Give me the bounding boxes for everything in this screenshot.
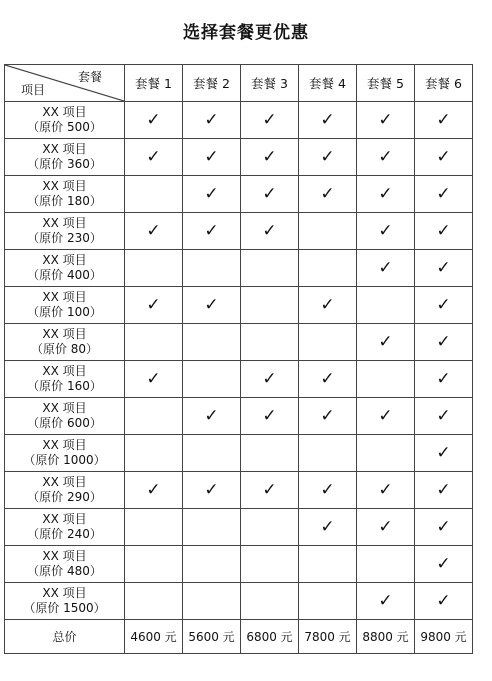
inclusion-cell xyxy=(357,546,415,583)
item-original-price: （原价 360） xyxy=(27,157,102,171)
checkmark-icon: ✓ xyxy=(436,479,451,500)
checkmark-icon: ✓ xyxy=(436,183,451,204)
inclusion-cell xyxy=(241,472,299,509)
table-row xyxy=(5,472,473,509)
item-original-price: （原价 400） xyxy=(27,268,102,282)
inclusion-cell xyxy=(357,139,415,176)
inclusion-cell xyxy=(241,398,299,435)
item-name: XX 项目 xyxy=(42,586,87,600)
item-rows xyxy=(5,102,473,620)
inclusion-cell xyxy=(415,324,473,361)
table-row xyxy=(5,324,473,361)
inclusion-cell xyxy=(183,361,241,398)
inclusion-cell xyxy=(241,287,299,324)
inclusion-cell xyxy=(125,287,183,324)
item-name: XX 项目 xyxy=(42,179,87,193)
item-label-cell xyxy=(5,472,125,509)
table-row xyxy=(5,398,473,435)
checkmark-icon: ✓ xyxy=(436,442,451,463)
item-original-price: （原价 100） xyxy=(27,305,102,319)
checkmark-icon: ✓ xyxy=(436,331,451,352)
checkmark-icon: ✓ xyxy=(436,257,451,278)
item-label-cell xyxy=(5,546,125,583)
inclusion-cell xyxy=(183,287,241,324)
inclusion-cell xyxy=(357,361,415,398)
total-price: 8800 元 xyxy=(357,620,415,654)
checkmark-icon: ✓ xyxy=(204,183,219,204)
checkmark-icon: ✓ xyxy=(146,146,161,167)
inclusion-cell xyxy=(357,176,415,213)
inclusion-cell xyxy=(241,583,299,620)
package-header: 套餐 1 xyxy=(125,65,183,102)
checkmark-icon: ✓ xyxy=(378,146,393,167)
item-label-cell xyxy=(5,324,125,361)
inclusion-cell xyxy=(183,398,241,435)
checkmark-icon: ✓ xyxy=(320,146,335,167)
checkmark-icon: ✓ xyxy=(146,368,161,389)
inclusion-cell xyxy=(299,435,357,472)
page-title: 选择套餐更优惠 xyxy=(183,23,309,43)
inclusion-cell xyxy=(183,509,241,546)
item-original-price: （原价 240） xyxy=(27,527,102,541)
checkmark-icon: ✓ xyxy=(204,294,219,315)
corner-label-package: 套餐 xyxy=(77,70,102,84)
inclusion-cell xyxy=(125,398,183,435)
inclusion-cell xyxy=(357,287,415,324)
inclusion-cell xyxy=(415,398,473,435)
item-label-cell xyxy=(5,139,125,176)
inclusion-cell xyxy=(183,250,241,287)
checkmark-icon: ✓ xyxy=(378,257,393,278)
checkmark-icon: ✓ xyxy=(378,220,393,241)
inclusion-cell xyxy=(357,583,415,620)
package-header: 套餐 6 xyxy=(415,65,473,102)
checkmark-icon: ✓ xyxy=(378,405,393,426)
item-name: XX 项目 xyxy=(42,142,87,156)
checkmark-icon: ✓ xyxy=(436,553,451,574)
item-name: XX 项目 xyxy=(42,105,87,119)
checkmark-icon: ✓ xyxy=(262,146,277,167)
item-name: XX 项目 xyxy=(42,438,87,452)
checkmark-icon: ✓ xyxy=(378,479,393,500)
inclusion-cell xyxy=(357,102,415,139)
inclusion-cell xyxy=(125,435,183,472)
inclusion-cell xyxy=(241,324,299,361)
inclusion-cell xyxy=(415,287,473,324)
inclusion-cell xyxy=(183,546,241,583)
header-row xyxy=(5,65,473,102)
table-row xyxy=(5,213,473,250)
checkmark-icon: ✓ xyxy=(204,146,219,167)
item-original-price: （原价 1000） xyxy=(23,453,106,467)
checkmark-icon: ✓ xyxy=(262,479,277,500)
checkmark-icon: ✓ xyxy=(262,109,277,130)
inclusion-cell xyxy=(415,250,473,287)
inclusion-cell xyxy=(299,139,357,176)
inclusion-cell xyxy=(299,546,357,583)
inclusion-cell xyxy=(357,435,415,472)
corner-header-cell xyxy=(5,65,125,102)
item-label-cell xyxy=(5,398,125,435)
item-label-cell xyxy=(5,361,125,398)
checkmark-icon: ✓ xyxy=(378,590,393,611)
inclusion-cell xyxy=(183,435,241,472)
checkmark-icon: ✓ xyxy=(146,220,161,241)
inclusion-cell xyxy=(241,361,299,398)
inclusion-cell xyxy=(299,176,357,213)
checkmark-icon: ✓ xyxy=(436,146,451,167)
inclusion-cell xyxy=(415,509,473,546)
inclusion-cell xyxy=(415,139,473,176)
table-row xyxy=(5,435,473,472)
table-row xyxy=(5,250,473,287)
checkmark-icon: ✓ xyxy=(436,590,451,611)
checkmark-icon: ✓ xyxy=(146,109,161,130)
item-label-cell xyxy=(5,176,125,213)
checkmark-icon: ✓ xyxy=(320,405,335,426)
inclusion-cell xyxy=(125,139,183,176)
inclusion-cell xyxy=(415,361,473,398)
checkmark-icon: ✓ xyxy=(204,220,219,241)
item-name: XX 项目 xyxy=(42,401,87,415)
item-name: XX 项目 xyxy=(42,216,87,230)
item-label-cell xyxy=(5,102,125,139)
inclusion-cell xyxy=(299,324,357,361)
table-row xyxy=(5,546,473,583)
checkmark-icon: ✓ xyxy=(320,479,335,500)
inclusion-cell xyxy=(125,250,183,287)
total-price: 9800 元 xyxy=(415,620,473,654)
checkmark-icon: ✓ xyxy=(320,109,335,130)
total-price: 4600 元 xyxy=(125,620,183,654)
total-price: 7800 元 xyxy=(299,620,357,654)
item-label-cell xyxy=(5,509,125,546)
checkmark-icon: ✓ xyxy=(320,294,335,315)
package-header: 套餐 2 xyxy=(183,65,241,102)
item-original-price: （原价 80） xyxy=(30,342,99,356)
inclusion-cell xyxy=(125,176,183,213)
item-original-price: （原价 160） xyxy=(27,379,102,393)
item-label-cell xyxy=(5,583,125,620)
item-name: XX 项目 xyxy=(42,475,87,489)
package-header: 套餐 5 xyxy=(357,65,415,102)
inclusion-cell xyxy=(125,213,183,250)
inclusion-cell xyxy=(415,213,473,250)
checkmark-icon: ✓ xyxy=(436,516,451,537)
inclusion-cell xyxy=(241,102,299,139)
table-row xyxy=(5,583,473,620)
inclusion-cell xyxy=(415,435,473,472)
checkmark-icon: ✓ xyxy=(436,220,451,241)
checkmark-icon: ✓ xyxy=(204,109,219,130)
item-label-cell xyxy=(5,250,125,287)
checkmark-icon: ✓ xyxy=(146,479,161,500)
table-row xyxy=(5,509,473,546)
inclusion-cell xyxy=(299,250,357,287)
checkmark-icon: ✓ xyxy=(436,368,451,389)
inclusion-cell xyxy=(299,102,357,139)
checkmark-icon: ✓ xyxy=(204,479,219,500)
inclusion-cell xyxy=(125,102,183,139)
item-label-cell xyxy=(5,287,125,324)
item-original-price: （原价 1500） xyxy=(23,601,106,615)
inclusion-cell xyxy=(357,250,415,287)
item-name: XX 项目 xyxy=(42,364,87,378)
table-row xyxy=(5,139,473,176)
checkmark-icon: ✓ xyxy=(378,183,393,204)
table-row xyxy=(5,102,473,139)
inclusion-cell xyxy=(415,583,473,620)
inclusion-cell xyxy=(125,361,183,398)
inclusion-cell xyxy=(415,176,473,213)
inclusion-cell xyxy=(183,472,241,509)
inclusion-cell xyxy=(299,361,357,398)
inclusion-cell xyxy=(415,546,473,583)
item-original-price: （原价 600） xyxy=(27,416,102,430)
inclusion-cell xyxy=(357,509,415,546)
inclusion-cell xyxy=(241,139,299,176)
item-name: XX 项目 xyxy=(42,253,87,267)
inclusion-cell xyxy=(299,509,357,546)
checkmark-icon: ✓ xyxy=(378,331,393,352)
inclusion-cell xyxy=(183,213,241,250)
inclusion-cell xyxy=(299,213,357,250)
corner-label-item: 项目 xyxy=(21,83,46,97)
item-name: XX 项目 xyxy=(42,549,87,563)
checkmark-icon: ✓ xyxy=(320,516,335,537)
inclusion-cell xyxy=(183,324,241,361)
inclusion-cell xyxy=(241,213,299,250)
checkmark-icon: ✓ xyxy=(378,516,393,537)
checkmark-icon: ✓ xyxy=(436,109,451,130)
inclusion-cell xyxy=(357,324,415,361)
inclusion-cell xyxy=(183,102,241,139)
inclusion-cell xyxy=(299,472,357,509)
inclusion-cell xyxy=(299,583,357,620)
item-original-price: （原价 500） xyxy=(27,120,102,134)
inclusion-cell xyxy=(241,250,299,287)
checkmark-icon: ✓ xyxy=(204,405,219,426)
total-label: 总价 xyxy=(5,620,125,654)
item-original-price: （原价 480） xyxy=(27,564,102,578)
item-name: XX 项目 xyxy=(42,512,87,526)
total-price: 5600 元 xyxy=(183,620,241,654)
inclusion-cell xyxy=(183,583,241,620)
package-header: 套餐 3 xyxy=(241,65,299,102)
inclusion-cell xyxy=(241,546,299,583)
total-price: 6800 元 xyxy=(241,620,299,654)
item-name: XX 项目 xyxy=(42,327,87,341)
inclusion-cell xyxy=(241,509,299,546)
checkmark-icon: ✓ xyxy=(146,294,161,315)
table-row xyxy=(5,176,473,213)
package-header: 套餐 4 xyxy=(299,65,357,102)
item-label-cell xyxy=(5,213,125,250)
item-original-price: （原价 230） xyxy=(27,231,102,245)
checkmark-icon: ✓ xyxy=(262,405,277,426)
inclusion-cell xyxy=(241,435,299,472)
table-row xyxy=(5,287,473,324)
checkmark-icon: ✓ xyxy=(262,183,277,204)
item-original-price: （原价 290） xyxy=(27,490,102,504)
table-row xyxy=(5,361,473,398)
checkmark-icon: ✓ xyxy=(320,183,335,204)
inclusion-cell xyxy=(125,583,183,620)
total-row xyxy=(5,620,473,654)
checkmark-icon: ✓ xyxy=(436,294,451,315)
inclusion-cell xyxy=(415,472,473,509)
checkmark-icon: ✓ xyxy=(262,220,277,241)
inclusion-cell xyxy=(299,287,357,324)
inclusion-cell xyxy=(357,472,415,509)
item-name: XX 项目 xyxy=(42,290,87,304)
package-comparison-table xyxy=(4,64,473,654)
inclusion-cell xyxy=(357,213,415,250)
item-original-price: （原价 180） xyxy=(27,194,102,208)
item-label-cell xyxy=(5,435,125,472)
inclusion-cell xyxy=(125,324,183,361)
checkmark-icon: ✓ xyxy=(320,368,335,389)
inclusion-cell xyxy=(125,546,183,583)
checkmark-icon: ✓ xyxy=(262,368,277,389)
inclusion-cell xyxy=(183,176,241,213)
checkmark-icon: ✓ xyxy=(436,405,451,426)
inclusion-cell xyxy=(183,139,241,176)
inclusion-cell xyxy=(125,509,183,546)
inclusion-cell xyxy=(241,176,299,213)
inclusion-cell xyxy=(125,472,183,509)
checkmark-icon: ✓ xyxy=(378,109,393,130)
inclusion-cell xyxy=(357,398,415,435)
inclusion-cell xyxy=(415,102,473,139)
inclusion-cell xyxy=(299,398,357,435)
